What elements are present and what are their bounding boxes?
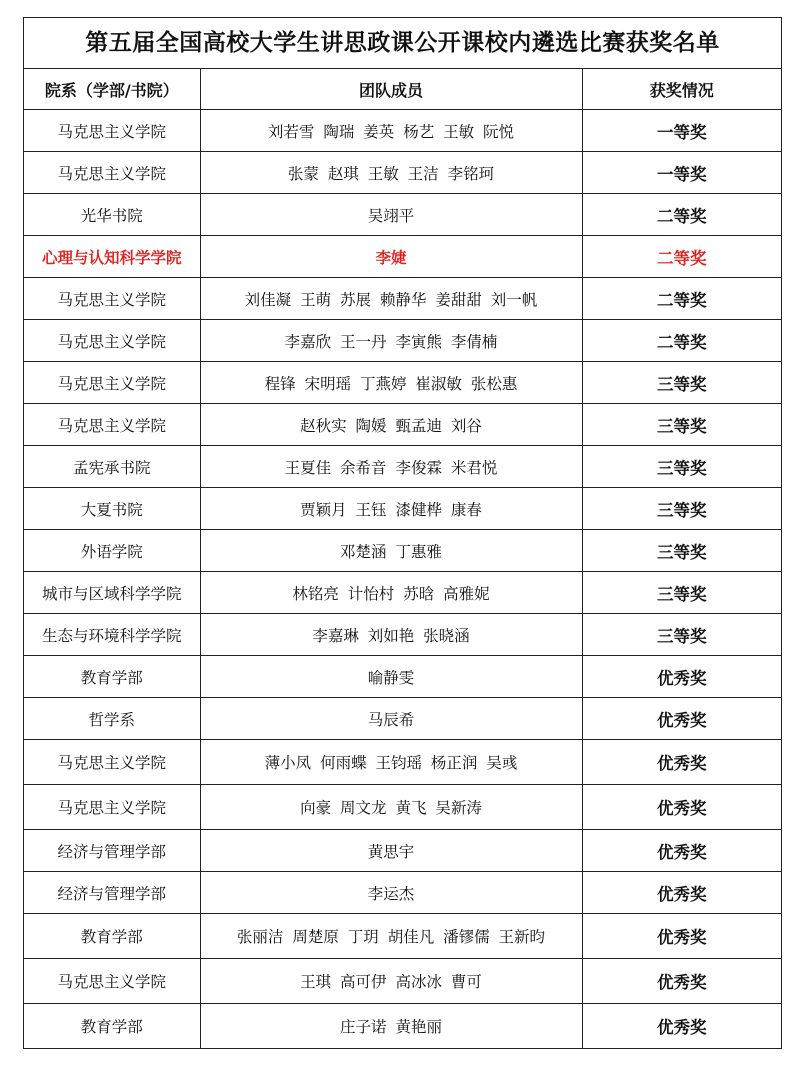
table-row	[24, 404, 781, 446]
award-cell: 一等奖	[582, 110, 781, 152]
award-cell: 三等奖	[582, 614, 781, 656]
department-cell: 马克思主义学院	[24, 278, 200, 320]
award-cell: 三等奖	[582, 530, 781, 572]
table-row	[24, 110, 781, 152]
members-cell: 李嘉欣 王一丹 李寅熊 李倩楠	[200, 320, 582, 362]
department-cell: 心理与认知科学学院	[24, 236, 200, 278]
members-cell: 李婕	[200, 236, 582, 278]
department-cell: 马克思主义学院	[24, 785, 200, 830]
award-cell: 三等奖	[582, 362, 781, 404]
members-cell: 李运杰	[200, 872, 582, 914]
award-cell: 优秀奖	[582, 914, 781, 959]
award-cell: 优秀奖	[582, 872, 781, 914]
table-row	[24, 278, 781, 320]
department-cell: 哲学系	[24, 698, 200, 740]
department-cell: 马克思主义学院	[24, 152, 200, 194]
table-row	[24, 320, 781, 362]
award-list-sheet	[23, 17, 782, 1049]
members-cell: 张丽洁 周楚原 丁玥 胡佳凡 潘镠儒 王新昀	[200, 914, 582, 959]
members-cell: 赵秋实 陶媛 甄孟迪 刘谷	[200, 404, 582, 446]
department-cell: 马克思主义学院	[24, 959, 200, 1004]
members-cell: 薄小凤 何雨蝶 王钧瑶 杨正润 吴彧	[200, 740, 582, 785]
department-cell: 马克思主义学院	[24, 110, 200, 152]
members-cell: 喻静雯	[200, 656, 582, 698]
table-row	[24, 152, 781, 194]
table-row	[24, 614, 781, 656]
members-cell: 庄子诺 黄艳丽	[200, 1004, 582, 1049]
award-cell: 优秀奖	[582, 785, 781, 830]
table-row	[24, 698, 781, 740]
members-cell: 向豪 周文龙 黄飞 吴新涛	[200, 785, 582, 830]
members-cell: 张蒙 赵琪 王敏 王洁 李铭珂	[200, 152, 582, 194]
award-cell: 二等奖	[582, 278, 781, 320]
department-cell: 光华书院	[24, 194, 200, 236]
table-row	[24, 830, 781, 872]
table-row-highlighted	[24, 236, 781, 278]
table-row	[24, 530, 781, 572]
department-cell: 马克思主义学院	[24, 320, 200, 362]
header-department: 院系（学部/书院）	[24, 69, 200, 110]
award-cell: 优秀奖	[582, 1004, 781, 1049]
table-row	[24, 362, 781, 404]
department-cell: 外语学院	[24, 530, 200, 572]
award-table	[24, 69, 781, 1048]
table-row	[24, 914, 781, 959]
award-cell: 二等奖	[582, 236, 781, 278]
members-cell: 李嘉琳 刘如艳 张晓涵	[200, 614, 582, 656]
department-cell: 经济与管理学部	[24, 872, 200, 914]
department-cell: 马克思主义学院	[24, 362, 200, 404]
award-cell: 二等奖	[582, 320, 781, 362]
members-cell: 刘佳凝 王萌 苏展 赖静华 姜甜甜 刘一帆	[200, 278, 582, 320]
award-cell: 三等奖	[582, 488, 781, 530]
table-row	[24, 194, 781, 236]
table-row	[24, 872, 781, 914]
award-cell: 一等奖	[582, 152, 781, 194]
award-cell: 三等奖	[582, 404, 781, 446]
members-cell: 刘若雪 陶瑞 姜英 杨艺 王敏 阮悦	[200, 110, 582, 152]
members-cell: 黄思宇	[200, 830, 582, 872]
members-cell: 吴翊平	[200, 194, 582, 236]
department-cell: 孟宪承书院	[24, 446, 200, 488]
department-cell: 教育学部	[24, 1004, 200, 1049]
award-cell: 优秀奖	[582, 656, 781, 698]
department-cell: 生态与环境科学学院	[24, 614, 200, 656]
award-cell: 优秀奖	[582, 959, 781, 1004]
members-cell: 马辰希	[200, 698, 582, 740]
department-cell: 教育学部	[24, 656, 200, 698]
header-row	[24, 69, 781, 110]
table-row	[24, 959, 781, 1004]
table-row	[24, 488, 781, 530]
award-cell: 优秀奖	[582, 740, 781, 785]
members-cell: 林铭亮 计怡村 苏晗 高雅妮	[200, 572, 582, 614]
award-cell: 三等奖	[582, 572, 781, 614]
department-cell: 教育学部	[24, 914, 200, 959]
department-cell: 经济与管理学部	[24, 830, 200, 872]
members-cell: 王琪 高可伊 高冰冰 曹可	[200, 959, 582, 1004]
table-row	[24, 656, 781, 698]
award-cell: 优秀奖	[582, 830, 781, 872]
award-cell: 二等奖	[582, 194, 781, 236]
award-cell: 优秀奖	[582, 698, 781, 740]
table-row	[24, 572, 781, 614]
document-title: 第五届全国高校大学生讲思政课公开课校内遴选比赛获奖名单	[24, 18, 781, 69]
header-members: 团队成员	[200, 69, 582, 110]
members-cell: 王夏佳 余希音 李俊霖 米君悦	[200, 446, 582, 488]
table-row	[24, 1004, 781, 1049]
table-row	[24, 446, 781, 488]
members-cell: 程锋 宋明瑶 丁燕婷 崔淑敏 张松惠	[200, 362, 582, 404]
department-cell: 马克思主义学院	[24, 404, 200, 446]
department-cell: 大夏书院	[24, 488, 200, 530]
table-row	[24, 740, 781, 785]
department-cell: 城市与区域科学学院	[24, 572, 200, 614]
members-cell: 邓楚涵 丁惠雅	[200, 530, 582, 572]
department-cell: 马克思主义学院	[24, 740, 200, 785]
award-cell: 三等奖	[582, 446, 781, 488]
table-row	[24, 785, 781, 830]
header-award: 获奖情况	[582, 69, 781, 110]
members-cell: 贾颖月 王钰 漆健桦 康春	[200, 488, 582, 530]
